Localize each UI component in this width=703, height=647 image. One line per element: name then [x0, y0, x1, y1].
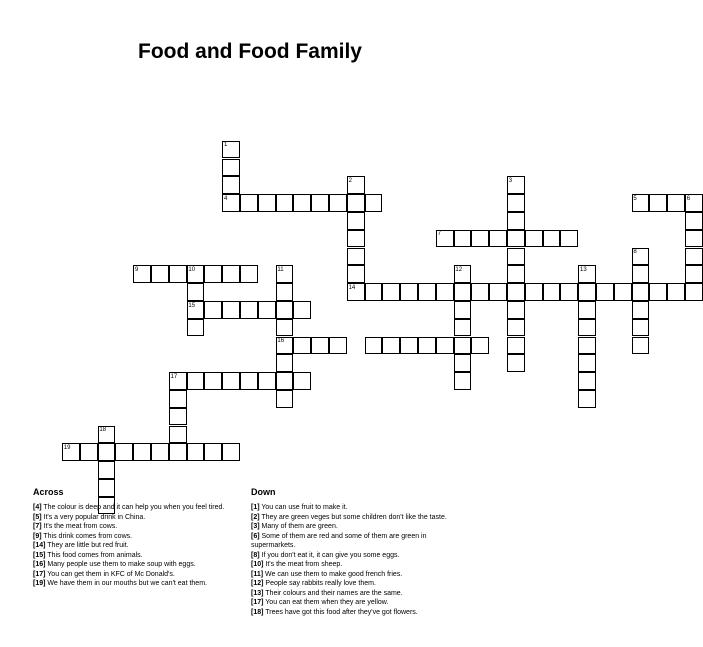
clue-number: 14 [348, 284, 356, 291]
clue-number: 17 [170, 373, 178, 380]
clue-number: 2 [348, 177, 352, 184]
grid-cell[interactable] [365, 283, 383, 301]
grid-cell[interactable] [507, 337, 525, 355]
grid-cell[interactable] [169, 426, 187, 444]
grid-cell[interactable] [454, 354, 472, 372]
grid-cell[interactable] [80, 443, 98, 461]
grid-cell[interactable] [436, 283, 454, 301]
grid-cell[interactable] [293, 337, 311, 355]
grid-cell[interactable] [204, 265, 222, 283]
grid-cell[interactable] [685, 265, 703, 283]
grid-cell[interactable] [507, 265, 525, 283]
grid-cell[interactable] [347, 194, 365, 212]
clue-item [251, 608, 463, 618]
clue-item-number: [17] [33, 570, 46, 578]
grid-cell[interactable] [578, 390, 596, 408]
clue-item-text: Trees have got this food after they've got flowers. [265, 608, 418, 616]
clue-item [33, 503, 241, 513]
clue-item-text: This food comes from animals. [47, 551, 143, 559]
clue-item-number: [12] [251, 580, 264, 587]
grid-cell[interactable] [204, 372, 222, 390]
clue-item-text: We can use them to make good french fries. [265, 570, 403, 578]
clue-item-text: We have them in our mouths but we can't eat them. [47, 580, 207, 587]
clue-number: 3 [508, 177, 513, 184]
clue-number: 16 [277, 338, 285, 345]
grid-cell[interactable] [400, 283, 418, 301]
grid-cell[interactable] [560, 283, 578, 301]
grid-cell[interactable] [276, 372, 294, 390]
down-clues [251, 487, 463, 617]
clue-item-text: If you don't eat it, it can give you some eggs. [261, 551, 400, 559]
grid-cell[interactable] [649, 194, 667, 212]
grid-cell[interactable] [525, 283, 543, 301]
grid-cell[interactable] [187, 443, 205, 461]
grid-cell[interactable] [685, 283, 703, 301]
grid-cell[interactable] [187, 283, 205, 301]
clue-item-number: [10] [251, 561, 264, 568]
down-heading: Down [251, 487, 276, 497]
grid-cell[interactable] [222, 301, 240, 319]
grid-cell[interactable] [187, 372, 205, 390]
clue-item-text: Many of them are green. [261, 523, 338, 530]
clue-item [251, 513, 463, 523]
clue-item-number: [9] [33, 532, 42, 540]
grid-cell[interactable] [489, 230, 507, 248]
grid-cell[interactable] [543, 283, 561, 301]
grid-cell[interactable] [98, 443, 116, 461]
clue-item [33, 579, 241, 589]
grid-cell[interactable] [347, 230, 365, 248]
grid-cell[interactable] [685, 212, 703, 230]
grid-cell[interactable] [240, 265, 258, 283]
grid-cell[interactable] [98, 461, 116, 479]
grid-cell[interactable] [276, 301, 294, 319]
clue-item [251, 598, 463, 608]
clue-number: 10 [188, 266, 196, 273]
grid-cell[interactable] [151, 265, 169, 283]
grid-cell[interactable] [507, 248, 525, 266]
grid-cell[interactable] [614, 283, 632, 301]
clue-item [251, 579, 463, 589]
grid-cell[interactable] [347, 265, 365, 283]
grid-cell[interactable] [578, 354, 596, 372]
grid-cell[interactable] [507, 212, 525, 230]
grid-cell[interactable] [382, 337, 400, 355]
grid-cell[interactable] [240, 194, 258, 212]
grid-cell[interactable] [204, 443, 222, 461]
grid-cell[interactable] [507, 283, 525, 301]
grid-cell[interactable] [507, 301, 525, 319]
clue-item-number: [13] [251, 589, 264, 597]
grid-cell[interactable] [169, 443, 187, 461]
grid-cell[interactable] [632, 337, 650, 355]
grid-cell[interactable] [418, 337, 436, 355]
grid-cell[interactable] [169, 390, 187, 408]
grid-cell[interactable] [240, 372, 258, 390]
grid-cell[interactable] [471, 337, 489, 355]
grid-cell[interactable] [365, 194, 383, 212]
clue-item-text: Some of them are red and some of them are green in supermarkets. [251, 532, 427, 549]
grid-cell[interactable] [222, 159, 240, 177]
grid-cell[interactable] [454, 372, 472, 390]
grid-cell[interactable] [276, 354, 294, 372]
grid-cell[interactable] [507, 319, 525, 337]
grid-cell[interactable] [365, 337, 383, 355]
clue-item [251, 503, 463, 513]
grid-cell[interactable] [685, 230, 703, 248]
clue-number: 6 [686, 195, 691, 202]
clue-item-text: It's the meat from sheep. [265, 561, 343, 568]
clue-number: 4 [224, 195, 228, 202]
clue-item-number: [17] [251, 599, 264, 606]
clue-item [33, 532, 241, 542]
clue-number: 19 [63, 444, 71, 451]
clue-number: 7 [437, 231, 441, 238]
grid-cell[interactable] [596, 283, 614, 301]
clue-item-number: [5] [33, 513, 42, 521]
grid-cell[interactable] [454, 319, 472, 337]
grid-cell[interactable] [222, 372, 240, 390]
grid-cell[interactable] [471, 230, 489, 248]
grid-cell[interactable] [525, 230, 543, 248]
clue-number: 9 [135, 266, 139, 273]
clue-item-number: [11] [251, 570, 264, 578]
grid-cell[interactable] [436, 337, 454, 355]
clue-number: 1 [224, 142, 228, 149]
clue-item-text: You can get them in KFC of Mc Donald's. [47, 570, 175, 578]
grid-cell[interactable] [507, 354, 525, 372]
clue-item-text: They are little but red fruit. [47, 542, 129, 549]
clue-item-number: [4] [33, 504, 42, 511]
clue-number: 18 [99, 427, 107, 434]
grid-cell[interactable] [667, 194, 685, 212]
grid-cell[interactable] [169, 265, 187, 283]
clue-item-number: [18] [251, 608, 264, 616]
grid-cell[interactable] [240, 301, 258, 319]
clue-item [251, 589, 463, 599]
clue-item-text: They are green veges but some children don't like the taste. [261, 513, 447, 521]
grid-cell[interactable] [471, 283, 489, 301]
clue-item-text: Many people use them to make soup with eggs. [47, 561, 196, 568]
clue-item-number: [3] [251, 523, 260, 530]
grid-cell[interactable] [347, 248, 365, 266]
down-clue-list [251, 503, 463, 617]
grid-cell[interactable] [276, 194, 294, 212]
across-clue-list [33, 503, 241, 589]
page-title: Food and Food Family [138, 40, 362, 63]
grid-cell[interactable] [454, 337, 472, 355]
clue-item [251, 522, 463, 532]
grid-cell[interactable] [489, 283, 507, 301]
clue-number: 15 [188, 302, 196, 309]
clue-item-number: [2] [251, 513, 260, 521]
grid-cell[interactable] [543, 230, 561, 248]
clue-number: 5 [633, 195, 637, 202]
clue-item-text: You can use fruit to make it. [261, 504, 348, 511]
clue-item-number: [7] [33, 523, 42, 530]
clue-item [33, 541, 241, 551]
clue-item [251, 551, 463, 561]
grid-cell[interactable] [382, 283, 400, 301]
grid-cell[interactable] [454, 301, 472, 319]
across-clues [33, 487, 241, 589]
grid-cell[interactable] [400, 337, 418, 355]
grid-cell[interactable] [507, 194, 525, 212]
grid-cell[interactable] [151, 443, 169, 461]
grid-cell[interactable] [649, 283, 667, 301]
grid-cell[interactable] [293, 372, 311, 390]
grid-cell[interactable] [632, 265, 650, 283]
clue-item-text: The colour is deep and it can help you when you feel tired. [43, 504, 225, 511]
grid-cell[interactable] [667, 283, 685, 301]
clue-item-text: This drink comes from cows. [43, 532, 133, 540]
clue-item [33, 513, 241, 523]
across-heading: Across [33, 487, 64, 497]
clue-item-number: [14] [33, 542, 46, 549]
grid-cell[interactable] [578, 319, 596, 337]
grid-cell[interactable] [222, 176, 240, 194]
grid-cell[interactable] [418, 283, 436, 301]
clue-item-text: Their colours and their names are the same. [265, 589, 403, 597]
clue-number: 13 [580, 266, 587, 273]
grid-cell[interactable] [578, 372, 596, 390]
clue-item [251, 570, 463, 580]
grid-cell[interactable] [507, 230, 525, 248]
clue-item [33, 522, 241, 532]
grid-cell[interactable] [293, 194, 311, 212]
grid-cell[interactable] [347, 212, 365, 230]
grid-cell[interactable] [133, 443, 151, 461]
grid-cell[interactable] [685, 248, 703, 266]
grid-cell[interactable] [115, 443, 133, 461]
clue-item-number: [16] [33, 561, 46, 568]
clue-number: 11 [277, 266, 284, 273]
grid-cell[interactable] [258, 372, 276, 390]
grid-cell[interactable] [276, 390, 294, 408]
clue-item-number: [6] [251, 532, 260, 540]
clue-item-number: [19] [33, 580, 46, 587]
grid-cell[interactable] [311, 337, 329, 355]
grid-cell[interactable] [632, 283, 650, 301]
grid-cell[interactable] [187, 319, 205, 337]
grid-cell[interactable] [578, 301, 596, 319]
clue-item-number: [1] [251, 504, 260, 511]
grid-cell[interactable] [329, 194, 347, 212]
grid-cell[interactable] [276, 319, 294, 337]
clue-item-text: It's the meat from cows. [43, 523, 118, 530]
grid-cell[interactable] [578, 337, 596, 355]
grid-cell[interactable] [311, 194, 329, 212]
grid-cell[interactable] [329, 337, 347, 355]
grid-cell[interactable] [204, 301, 222, 319]
clue-item-text: People say rabbits really love them. [265, 580, 376, 587]
clue-item-number: [8] [251, 551, 260, 559]
clue-item [251, 560, 463, 570]
grid-cell[interactable] [454, 283, 472, 301]
clue-item-text: You can eat them when they are yellow. [265, 599, 389, 606]
grid-cell[interactable] [632, 301, 650, 319]
clue-item-text: It's a very popular drink in China. [43, 513, 146, 521]
grid-cell[interactable] [222, 443, 240, 461]
grid-cell[interactable] [276, 283, 294, 301]
clue-number: 12 [455, 266, 463, 273]
clue-item [33, 570, 241, 580]
grid-cell[interactable] [293, 301, 311, 319]
grid-cell[interactable] [258, 194, 276, 212]
grid-cell[interactable] [632, 319, 650, 337]
grid-cell[interactable] [578, 283, 596, 301]
clue-item [33, 560, 241, 570]
grid-cell[interactable] [169, 408, 187, 426]
clue-item-number: [15] [33, 551, 46, 559]
clue-number: 8 [633, 249, 637, 256]
grid-cell[interactable] [454, 230, 472, 248]
clue-item [251, 532, 463, 551]
clue-item [33, 551, 241, 561]
grid-cell[interactable] [222, 265, 240, 283]
grid-cell[interactable] [560, 230, 578, 248]
grid-cell[interactable] [258, 301, 276, 319]
